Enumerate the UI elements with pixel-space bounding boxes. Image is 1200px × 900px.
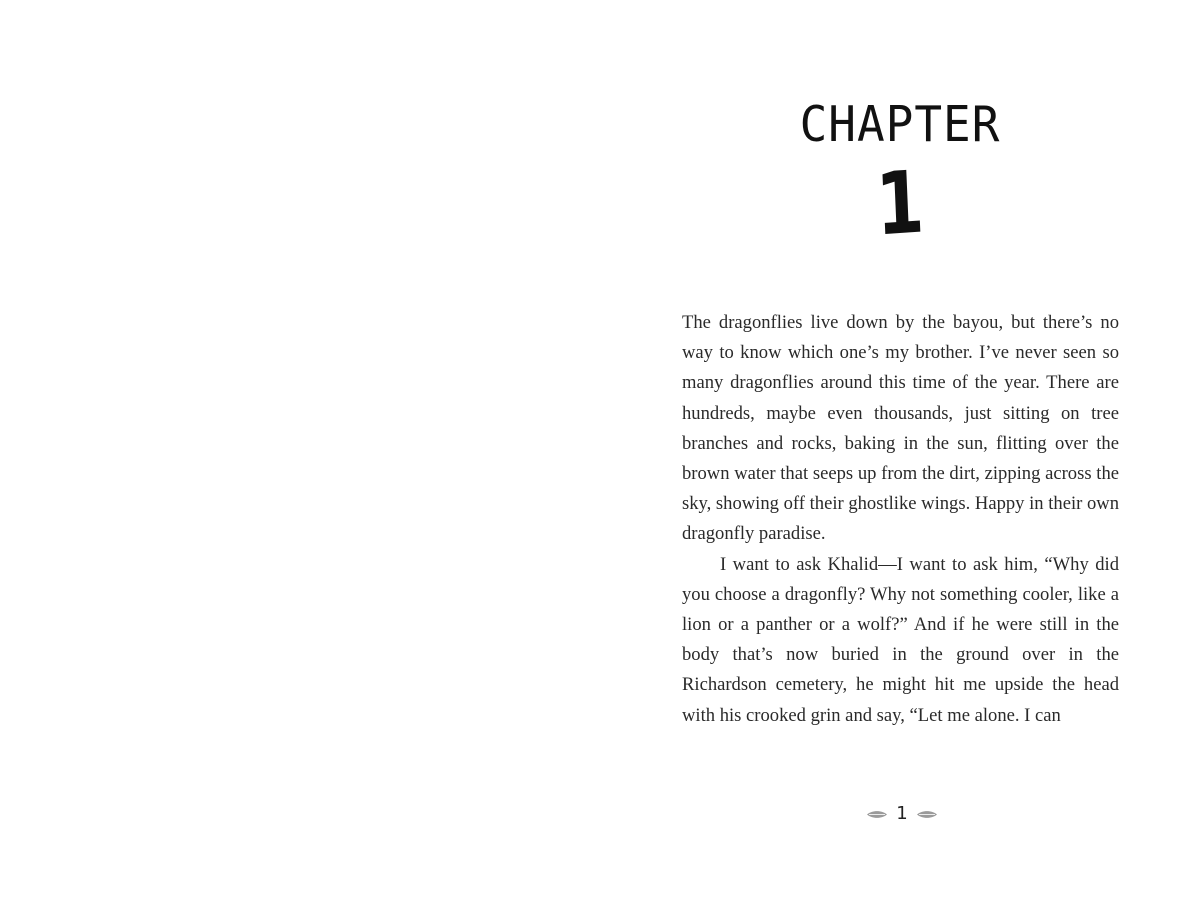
- body-text: [682, 308, 1119, 731]
- leaf-icon: [916, 810, 938, 819]
- paragraph-2: I want to ask Khalid—I want to ask him, “Why did you choose a dragonfly? Why not something cooler, like a lion or a panther or a wolf?” And if he were still in the body that’s now buried in the ground over in the Richardson cemetery, he might hit me upside the head with his crooked grin and say, “Let me alone. I can: [682, 553, 1119, 726]
- chapter-title: CHAPTER: [799, 95, 1001, 153]
- chapter-heading: [780, 96, 1020, 254]
- page-number: 1: [896, 803, 908, 824]
- page-footer: [860, 800, 944, 828]
- leaf-icon: [866, 810, 888, 819]
- chapter-number: 1: [874, 152, 926, 256]
- paragraph-1: The dragonflies live down by the bayou, but there’s no way to know which one’s my brother. I’ve never seen so many dragonflies around this time of the year. There are hundreds, maybe even thousands, just sitting on tree branches and rocks, baking in the sun, flitting over the brown water that seeps up from the dirt, zipping across the sky, showing off their ghostlike wings. Happy in their own dragonfly paradise.: [682, 312, 1119, 545]
